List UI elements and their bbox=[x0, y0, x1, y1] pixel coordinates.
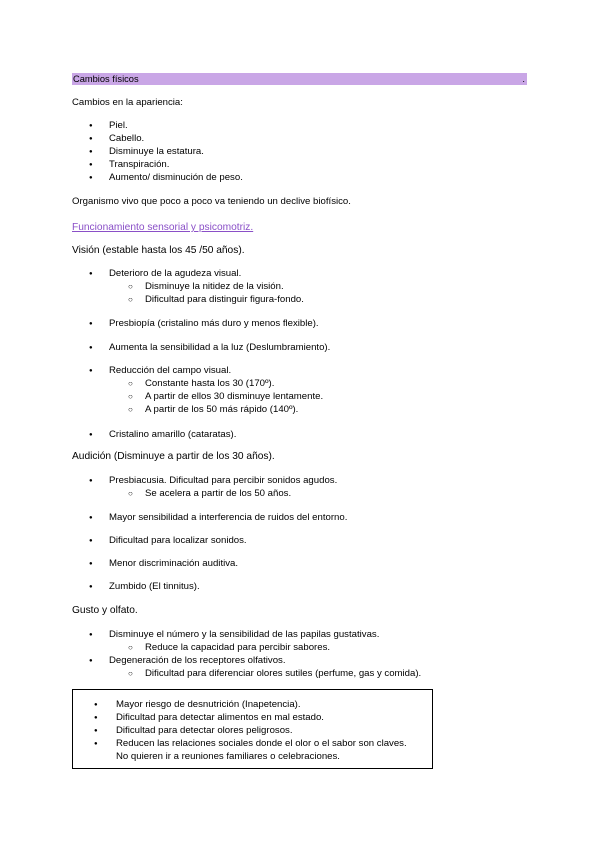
apariencia-heading: Cambios en la apariencia: bbox=[72, 97, 183, 108]
sensorial-link[interactable]: Funcionamiento sensorial y psicomotriz. bbox=[72, 222, 254, 233]
gusto-heading: Gusto y olfato. bbox=[72, 605, 138, 616]
vision-heading: Visión (estable hasta los 45 /50 años). bbox=[72, 245, 245, 256]
list-item-continuation: No quieren ir a reuniones familiares o celebraciones. bbox=[116, 751, 340, 762]
title-trailing-dot: . bbox=[522, 74, 525, 84]
declive-paragraph: Organismo vivo que poco a poco va teniendo un declive biofísico. bbox=[72, 196, 351, 207]
section-title: Cambios físicos bbox=[73, 74, 139, 84]
audicion-heading: Audición (Disminuye a partir de los 30 años). bbox=[72, 451, 275, 462]
consequences-box: Mayor riesgo de desnutrición (Inapetencia). Dificultad para detectar alimentos en mal estado. Dificultad para detectar olores peligrosos. Reducen las relaciones sociales donde el olor o el sabor son claves. No quieren ir a reuniones familiares o celebraciones. bbox=[72, 689, 433, 769]
document-page: Cambios físicos . Cambios en la apariencia: Piel. Cabello. Disminuye la estatura. Transpiración. Aumento/ disminución de peso. Organismo vivo que poco a poco va teniendo un declive biofísico. Funcionamiento sensorial y psicomotriz. Visión (estable hasta los 45 /50 años). Deterioro de la agudeza visual. Disminuye la nitidez de la visión. Dificultad para distinguir figura-fondo. Presbiopía (cristalino más duro y menos flexible). Aumenta la sensibilidad a la luz (Deslumbramiento). Reducción del campo visual. Constante hasta los 30 (170º). A partir de ellos 30 disminuye lentamente. A partir de los 50 más rápido (140º). Cristalino amarillo (cataratas). Audición (Disminuye a partir de los 30 años). Presbiacusia. Dificultad para percibir sonidos agudos. Se acelera a partir de los 50 años. Mayor sensibilidad a interferencia de ruidos del entorno. Dificultad para localizar sonidos. Menor discriminación auditiva. Zumbido (El tinnitus). Gusto y olfato. Disminuye el número y la sensibilidad de las papilas gustativas. Reduce la capacidad para percibir sabores. Degeneración de los receptores olfativos. Dificultad para diferenciar olores sutiles (perfume, gas y comida). Mayor riesgo de desnutrición (Inapetencia). Dificultad para detectar alimentos en mal estado. Dificultad para detectar olores peligrosos. Reducen las relaciones sociales donde el olor o el sabor son claves. No quieren ir a reuniones familiares o celebraciones. bbox=[0, 0, 600, 848]
section-title-highlight bbox=[72, 73, 527, 85]
